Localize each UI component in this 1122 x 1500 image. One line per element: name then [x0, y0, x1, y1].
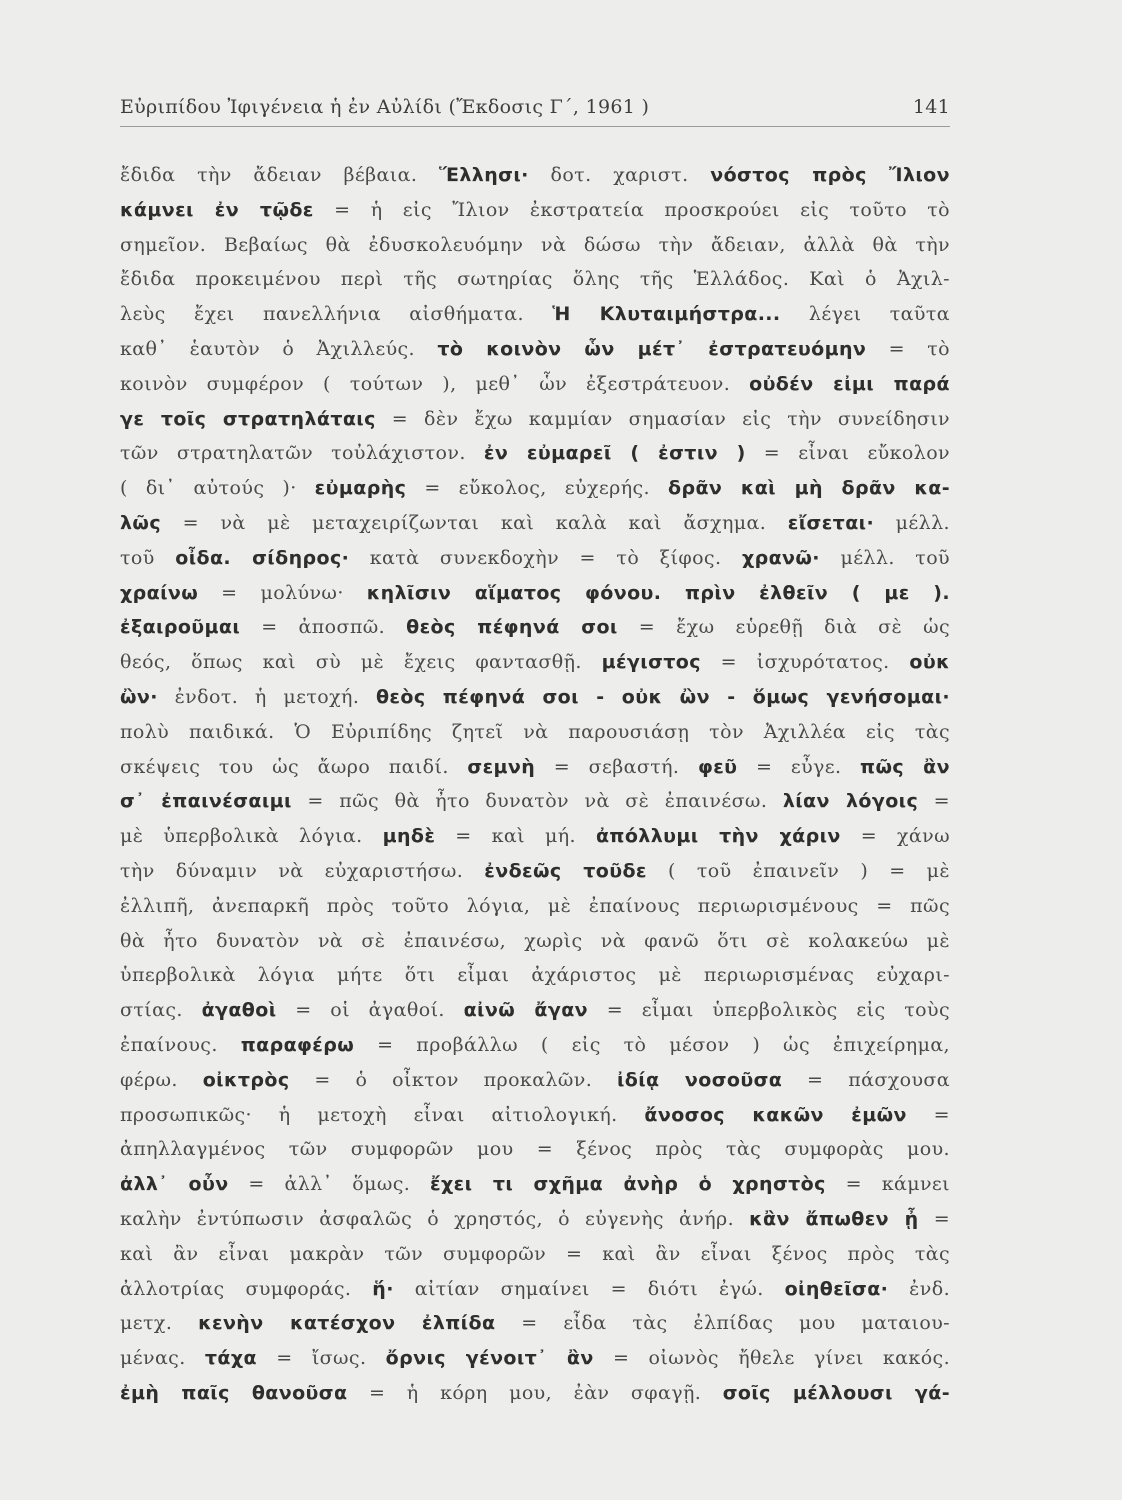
gloss-text: καὶ ἂν εἶναι μακρὰν τῶν συμφορῶν = καὶ ἂν εἶναι ξένος πρὸς τὰς: [120, 1242, 950, 1265]
page-number: 141: [912, 96, 950, 118]
lemma-term: μέγιστος: [601, 651, 701, 674]
lemma-term: οἰηθεῖσα·: [784, 1277, 889, 1300]
commentary-text: [120, 158, 950, 1411]
gloss-text: ἔδιδα τὴν ἄδειαν βέβαια.: [120, 164, 439, 186]
lemma-term: τάχα: [204, 1347, 257, 1370]
gloss-text: θὰ ἦτο δυνατὸν νὰ σὲ ἐπαινέσω, χωρὶς νὰ φανῶ ὅτι σὲ κολακεύω μὲ: [120, 929, 950, 952]
lemma-term: παραφέρω: [240, 1033, 355, 1056]
text-line: [120, 889, 950, 924]
header-rule: [120, 126, 950, 127]
text-line: [120, 193, 950, 228]
lemma-term: ἀλλ᾽ οὖν: [120, 1173, 229, 1196]
lemma-term: ἄνοσος κακῶν ἐμῶν: [644, 1103, 907, 1126]
text-line: [120, 1237, 950, 1272]
gloss-text: αἰτίαν σημαίνει = διότι ἐγώ.: [393, 1277, 785, 1300]
gloss-text: μέλλ.: [874, 511, 950, 534]
lemma-term: μηδὲ: [382, 825, 436, 848]
lemma-term: πῶς ἂν: [860, 755, 950, 778]
gloss-text: ὑπερβολικὰ λόγια μήτε ὅτι εἶμαι ἀχάριστος μὲ περιωρισμένας εὐχαρι-: [120, 964, 950, 987]
text-line: [120, 1167, 950, 1202]
text-line: [120, 1132, 950, 1167]
text-line: [120, 1341, 950, 1376]
lemma-term: κἂν ἄπωθεν ᾖ: [749, 1207, 919, 1230]
lemma-term: θεὸς πέφηνά σοι - οὐκ ὢν - ὅμως γενήσομαι·: [375, 685, 950, 708]
lemma-term: σεμνὴ: [467, 755, 536, 778]
gloss-text: πολὺ παιδικά. Ὁ Εὐριπίδης ζητεῖ νὰ παρουσιάσῃ τὸν Ἀχιλλέα εἰς τὰς: [120, 720, 950, 743]
lemma-term: οὐδέν εἰμι παρά: [749, 372, 950, 395]
gloss-text: προσωπικῶς· ἡ μετοχὴ εἶναι αἰτιολογική.: [120, 1103, 645, 1126]
gloss-text: =: [918, 1207, 950, 1230]
lemma-term: ἰδίᾳ νοσοῦσα: [616, 1068, 783, 1091]
text-line: [120, 506, 950, 541]
lemma-term: κενὴν κατέσχον ἐλπίδα: [198, 1312, 496, 1335]
gloss-text: = πῶς θὰ ἦτο δυνατὸν νὰ σὲ ἐπαινέσω.: [291, 790, 783, 813]
text-line: [120, 1098, 950, 1133]
gloss-text: = καὶ μή.: [435, 825, 596, 848]
text-line: [120, 715, 950, 750]
gloss-text: = ἴσως.: [257, 1347, 386, 1370]
lemma-term: ἐν εὐμαρεῖ ( ἐστιν ): [483, 442, 746, 465]
lemma-term: αἰνῶ ἄγαν: [463, 999, 588, 1022]
text-line: [120, 158, 950, 193]
gloss-text: ἀλλοτρίας συμφοράς.: [120, 1277, 373, 1300]
text-line: [120, 436, 950, 471]
gloss-text: = οἰωνὸς ἤθελε γίνει κακός.: [593, 1347, 950, 1370]
gloss-text: σκέψεις του ὡς ἄωρο παιδί.: [120, 755, 468, 778]
gloss-text: δοτ. χαριστ.: [528, 164, 711, 186]
lemma-term: εἴσεται·: [787, 511, 875, 534]
text-line: [120, 854, 950, 889]
text-line: [120, 541, 950, 576]
lemma-term: ἀπόλλυμι τὴν χάριν: [595, 825, 841, 848]
gloss-text: = εὖγε.: [737, 755, 861, 778]
gloss-text: τὴν δύναμιν νὰ εὐχαριστήσω.: [120, 859, 485, 882]
lemma-term: ὄρνις γένοιτ᾽ ἂν: [385, 1347, 594, 1370]
lemma-term: ἥ·: [372, 1277, 394, 1300]
text-line: [120, 610, 950, 645]
text-line: [120, 332, 950, 367]
lemma-term: σ᾽ ἐπαινέσαιμι: [120, 790, 292, 813]
gloss-text: μένας.: [120, 1347, 205, 1370]
gloss-text: μέλλ. τοῦ: [819, 546, 950, 569]
lemma-term: ἐνδεῶς τοῦδε: [484, 859, 647, 882]
text-line: [120, 645, 950, 680]
lemma-term: φεῦ: [697, 755, 738, 778]
gloss-text: στίας.: [120, 999, 202, 1022]
lemma-term: χραίνω: [120, 581, 199, 604]
text-line: [120, 750, 950, 785]
text-line: [120, 958, 950, 993]
gloss-text: =: [918, 790, 950, 813]
gloss-text: ἐπαίνους.: [120, 1033, 241, 1056]
gloss-text: = οἱ ἀγαθοί.: [276, 999, 464, 1022]
gloss-text: = ἰσχυρότατος.: [700, 651, 910, 674]
gloss-text: = ἀλλ᾽ ὅμως.: [228, 1173, 431, 1196]
gloss-text: σημεῖον. Βεβαίως θὰ ἐδυσκολευόμην νὰ δώσω τὴν ἄδειαν, ἀλλὰ θὰ τὴν: [120, 233, 950, 256]
gloss-text: μὲ ὑπερβολικὰ λόγια.: [120, 825, 383, 848]
gloss-text: ἐνδ.: [888, 1277, 950, 1300]
gloss-text: = ἀποσπῶ.: [240, 616, 407, 639]
gloss-text: = εὔκολος, εὐχερής.: [406, 477, 668, 500]
text-line: [120, 576, 950, 611]
gloss-text: = ἔχω εὑρεθῇ διὰ σὲ ὡς: [617, 616, 950, 639]
gloss-text: ἐλλιπῆ, ἀνεπαρκῆ πρὸς τοῦτο λόγια, μὲ ἐπαίνους περιωρισμένους = πῶς: [120, 894, 950, 917]
gloss-text: μετχ.: [120, 1312, 199, 1335]
gloss-text: = εἶμαι ὑπερβολικὸς εἰς τοὺς: [588, 999, 950, 1022]
gloss-text: φέρω.: [120, 1068, 203, 1091]
gloss-text: = χάνω: [840, 825, 950, 848]
gloss-text: τῶν στρατηλατῶν τοὐλάχιστον.: [120, 442, 484, 465]
lemma-term: ἀγαθοὶ: [201, 999, 277, 1022]
gloss-text: ( τοῦ ἐπαινεῖν ) = μὲ: [646, 859, 950, 882]
header-title: Εὐριπίδου Ἰφιγένεια ἡ ἐν Αὐλίδι (Ἔκδοσις Γ΄, 1961 ): [120, 96, 650, 118]
gloss-text: =: [906, 1103, 950, 1126]
gloss-text: λέγει ταῦτα: [780, 303, 950, 326]
text-line: [120, 471, 950, 506]
gloss-text: θεός, ὅπως καὶ σὺ μὲ ἔχεις φαντασθῇ.: [120, 651, 602, 674]
text-line: [120, 297, 950, 332]
lemma-term: οὐκ: [909, 651, 950, 674]
lemma-term: ἐμὴ παῖς θανοῦσα: [120, 1381, 348, 1404]
gloss-text: = πάσχουσα: [782, 1068, 950, 1091]
text-line: [120, 1272, 950, 1307]
gloss-text: καθ᾽ ἑαυτὸν ὁ Ἀχιλλεύς.: [120, 337, 438, 360]
lemma-term: νόστος πρὸς Ἴλιον: [710, 164, 950, 186]
lemma-term: κηλῖσιν αἵματος φόνου. πρὶν ἐλθεῖν ( με ).: [366, 581, 950, 604]
text-line: [120, 784, 950, 819]
lemma-term: ἐξαιροῦμαι: [120, 616, 241, 639]
gloss-text: λεὺς ἔχει πανελλήνια αἰσθήματα.: [120, 303, 553, 326]
gloss-text: = ἡ εἰς Ἴλιον ἐκστρατεία προσκρούει εἰς τοῦτο τὸ: [313, 198, 950, 221]
gloss-text: = μολύνω·: [198, 581, 367, 604]
lemma-term: ἔχει τι σχῆμα ἀνὴρ ὁ χρηστὸς: [430, 1173, 826, 1196]
text-line: [120, 1202, 950, 1237]
lemma-term: εὐμαρὴς: [314, 477, 407, 500]
lemma-term: θεὸς πέφηνά σοι: [406, 616, 618, 639]
running-header: [120, 96, 950, 126]
lemma-term: Ἡ Κλυταιμήστρα...: [552, 303, 781, 326]
text-line: [120, 367, 950, 402]
gloss-text: = κάμνει: [825, 1173, 950, 1196]
gloss-text: ἐνδοτ. ἡ μετοχή.: [157, 685, 376, 708]
text-line: [120, 819, 950, 854]
lemma-term: ὢν·: [120, 685, 158, 708]
lemma-term: γε τοῖς στρατηλάταις: [120, 407, 376, 430]
lemma-term: Ἕλλησι·: [438, 164, 529, 186]
lemma-term: τὸ κοινὸν ὧν μέτ᾽ ἐστρατευόμην: [437, 337, 867, 360]
gloss-text: κατὰ συνεκδοχὴν = τὸ ξίφος.: [349, 546, 742, 569]
gloss-text: = προβάλλω ( εἰς τὸ μέσον ) ὡς ἐπιχείρημα,: [354, 1033, 950, 1056]
gloss-text: = εἶναι εὔκολον: [745, 442, 950, 465]
text-line: [120, 1028, 950, 1063]
text-line: [120, 262, 950, 297]
text-line: [120, 680, 950, 715]
lemma-term: λῶς: [120, 511, 161, 534]
gloss-text: ἔδιδα προκειμένου περὶ τῆς σωτηρίας ὅλης τῆς Ἑλλάδος. Καὶ ὁ Ἀχιλ-: [120, 268, 950, 291]
gloss-text: = δὲν ἔχω καμμίαν σημασίαν εἰς τὴν συνείδησιν: [375, 407, 950, 430]
gloss-text: = τὸ: [866, 337, 950, 360]
gloss-text: = ἡ κόρη μου, ἐὰν σφαγῇ.: [347, 1381, 723, 1404]
gloss-text: = νὰ μὲ μεταχειρίζωνται καὶ καλὰ καὶ ἄσχημα.: [161, 511, 788, 534]
gloss-text: ἀπηλλαγμένος τῶν συμφορῶν μου = ξένος πρὸς τὰς συμφορὰς μου.: [120, 1138, 950, 1161]
text-line: [120, 1306, 950, 1341]
text-line: [120, 924, 950, 959]
lemma-term: δρᾶν καὶ μὴ δρᾶν κα-: [667, 477, 950, 500]
text-line: [120, 993, 950, 1028]
text-line: [120, 228, 950, 263]
gloss-text: = σεβαστή.: [535, 755, 698, 778]
lemma-term: οἶδα. σίδηρος·: [175, 546, 350, 569]
lemma-term: σοῖς μέλλουσι γά-: [722, 1381, 950, 1404]
gloss-text: κοινὸν συμφέρον ( τούτων ), μεθ᾽ ὧν ἐξεστράτευον.: [120, 372, 750, 395]
lemma-term: κάμνει ἐν τῷδε: [120, 198, 314, 221]
text-line: [120, 1376, 950, 1411]
lemma-term: λίαν λόγοις: [782, 790, 919, 813]
lemma-term: οἰκτρὸς: [202, 1068, 290, 1091]
text-line: [120, 402, 950, 437]
text-line: [120, 1063, 950, 1098]
gloss-text: = εἶδα τὰς ἐλπίδας μου ματαιου-: [495, 1312, 950, 1335]
gloss-text: = ὁ οἶκτον προκαλῶν.: [289, 1068, 617, 1091]
gloss-text: ( δι᾽ αὐτούς )·: [120, 477, 315, 500]
lemma-term: χρανῶ·: [741, 546, 820, 569]
gloss-text: τοῦ: [120, 546, 176, 569]
gloss-text: καλὴν ἐντύπωσιν ἀσφαλῶς ὁ χρηστός, ὁ εὐγενὴς ἀνήρ.: [120, 1207, 750, 1230]
